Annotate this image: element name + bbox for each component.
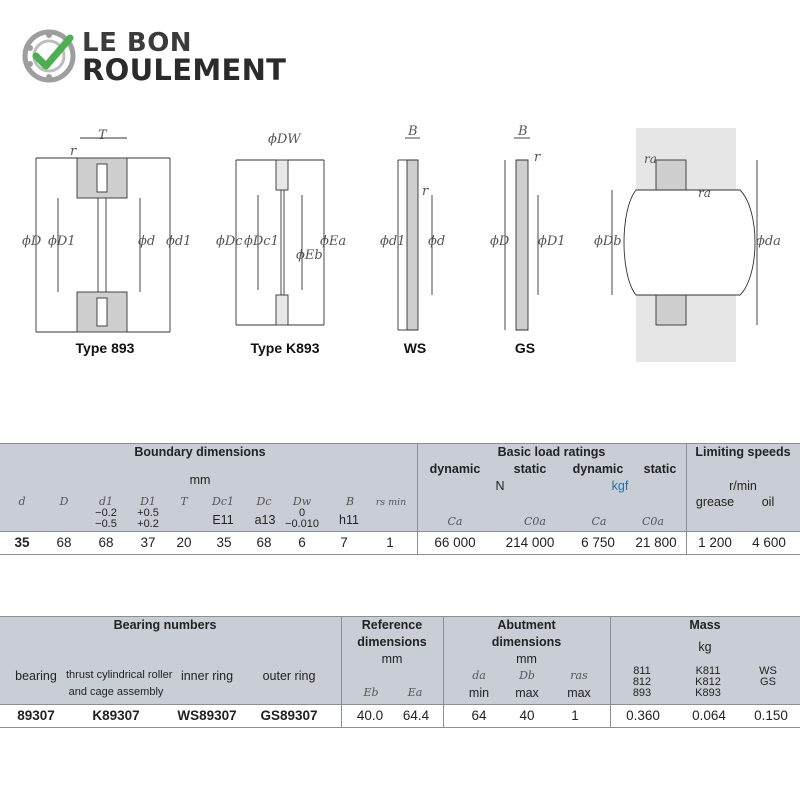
row-Dc1: 35 [216,535,232,550]
unit-N: N [495,479,505,493]
col-d1: d1 [98,495,114,508]
row-mass-1: 0.360 [626,708,660,723]
dim-gs-D1: ϕD1 [538,234,566,249]
label-assembly-2: and cage assembly [68,686,164,698]
row-mass-2: 0.064 [692,708,726,723]
group-abutment: Abutment [497,618,556,632]
group-abutment-2: dimensions [491,635,562,649]
dim-T: T [98,128,107,143]
dim-d1: ϕd1 [166,234,192,249]
group-mass: Mass [689,618,721,632]
row-outer: GS89307 [260,708,318,723]
mass-col-3: WS GS [759,665,777,688]
row-Eb: 40.0 [356,708,384,723]
tol-Dc1: E11 [212,513,234,527]
label-grease: grease [695,495,735,509]
col-T: T [180,495,188,508]
col-C0a-N: C0a [524,515,546,528]
dim-ws-r: r [422,184,429,199]
row-B: 7 [340,535,348,550]
label-outer: outer ring [262,669,316,683]
label-bearing: bearing [15,669,57,683]
caption-type-k893: Type K893 [250,340,320,356]
label-oil: oil [761,495,775,509]
row-d: 35 [14,535,30,550]
row-d1: 68 [98,535,114,550]
label-dynamic-1: dynamic [429,462,481,476]
mounting-drawing [612,128,757,362]
dim-ws-B: B [408,124,418,139]
dim-gs-D: ϕD [490,234,510,249]
row-Dc: 68 [256,535,272,550]
group-reference-2: dimensions [357,635,427,649]
row-D: 68 [56,535,72,550]
row-Ca-N: 66 000 [434,535,476,550]
row-ras: 1 [571,708,579,723]
col-Eb: Eb [363,686,379,699]
dim-Dc: ϕDc [216,234,243,249]
label-dynamic-2: dynamic [572,462,624,476]
dim-D1: ϕD1 [48,234,76,249]
group-load: Basic load ratings [497,445,606,459]
tol-B: h11 [339,513,359,527]
group-boundary: Boundary dimensions [134,445,266,459]
dim-ws-d: ϕd [428,234,446,249]
caption-type-893: Type 893 [75,340,135,356]
row-Ca-kgf: 6 750 [581,535,615,550]
col-Db: Db [519,669,535,682]
caption-gs: GS [514,340,536,356]
row-assembly: K89307 [92,708,140,723]
row-D1: 37 [140,535,156,550]
tol-d1: −0.2 −0.5 [95,507,117,530]
col-Ea: Ea [407,686,423,699]
unit-kgf: kgf [611,479,629,493]
dim-D: ϕD [22,234,42,249]
col-da: da [472,669,486,682]
col-B: B [345,495,355,508]
label-min: min [468,686,490,700]
gs-drawing [505,138,541,330]
brand-logo [22,26,302,86]
col-D: D [59,495,69,508]
mass-col-2: K811 K812 K893 [695,665,721,699]
col-ras: ras [570,669,588,682]
row-mass-3: 0.150 [754,708,788,723]
tol-Dc: a13 [254,513,276,527]
dim-gs-r: r [534,150,541,165]
dim-Ea: ϕEa [320,234,347,249]
col-C0a-kgf: C0a [642,515,664,528]
group-reference: Reference [361,618,423,632]
dim-da: ϕda [756,234,781,249]
row-rs: 1 [386,535,394,550]
dim-Eb: ϕEb [296,248,323,263]
dim-r: r [70,144,77,159]
unit-mm: mm [189,473,211,487]
row-T: 20 [176,535,192,550]
col-D1: D1 [140,495,156,508]
group-speed: Limiting speeds [695,445,791,459]
dim-Dc1: ϕDc1 [244,234,279,249]
bearing-drawings [0,120,800,370]
unit-rpm: r/min [729,479,757,493]
col-Dc1: Dc1 [212,495,234,508]
dim-d: ϕd [138,234,156,249]
dim-Dw: ϕDW [268,132,301,147]
tol-Dw: 0 −0.010 [285,507,319,530]
caption-ws: WS [403,340,427,356]
boundary-dimensions-table [0,443,800,555]
label-max-2: max [567,686,591,700]
row-bearing: 89307 [17,708,55,723]
label-inner: inner ring [180,669,234,683]
dim-ra-2: ra [698,186,711,200]
logo-line1: LE BON [82,28,193,58]
row-C0a-N: 214 000 [505,535,555,550]
row-grease: 1 200 [698,535,732,550]
label-static-1: static [513,462,547,476]
dim-Db: ϕDb [594,234,622,249]
label-max-1: max [515,686,539,700]
col-Ca-N: Ca [447,515,463,528]
row-Dw: 6 [298,535,306,550]
col-d: d [18,495,26,508]
row-C0a-kgf: 21 800 [635,535,677,550]
bearing-check-icon [22,28,78,84]
col-rs: rs min [375,497,407,508]
group-bearing-numbers: Bearing numbers [113,618,217,632]
row-Ea: 64.4 [402,708,430,723]
unit-kg: kg [698,640,712,654]
row-da: 64 [471,708,487,723]
col-Dw: Dw [292,495,312,508]
bearing-numbers-table [0,616,800,728]
logo-line2: ROULEMENT [82,53,287,87]
unit-ref-mm: mm [381,652,403,666]
row-oil: 4 600 [752,535,786,550]
row-inner: WS89307 [177,708,237,723]
dim-ws-d1: ϕd1 [380,234,406,249]
label-static-2: static [643,462,677,476]
col-Dc: Dc [256,495,272,508]
label-assembly-1: thrust cylindrical roller [66,669,173,681]
row-Db: 40 [519,708,535,723]
unit-abut-mm: mm [516,652,537,666]
mass-col-1: 811 812 893 [632,665,652,699]
col-Ca-kgf: Ca [591,515,607,528]
dim-ra-1: ra [644,152,657,166]
tol-D1: +0.5 +0.2 [137,507,159,530]
dim-gs-B: B [518,124,528,139]
